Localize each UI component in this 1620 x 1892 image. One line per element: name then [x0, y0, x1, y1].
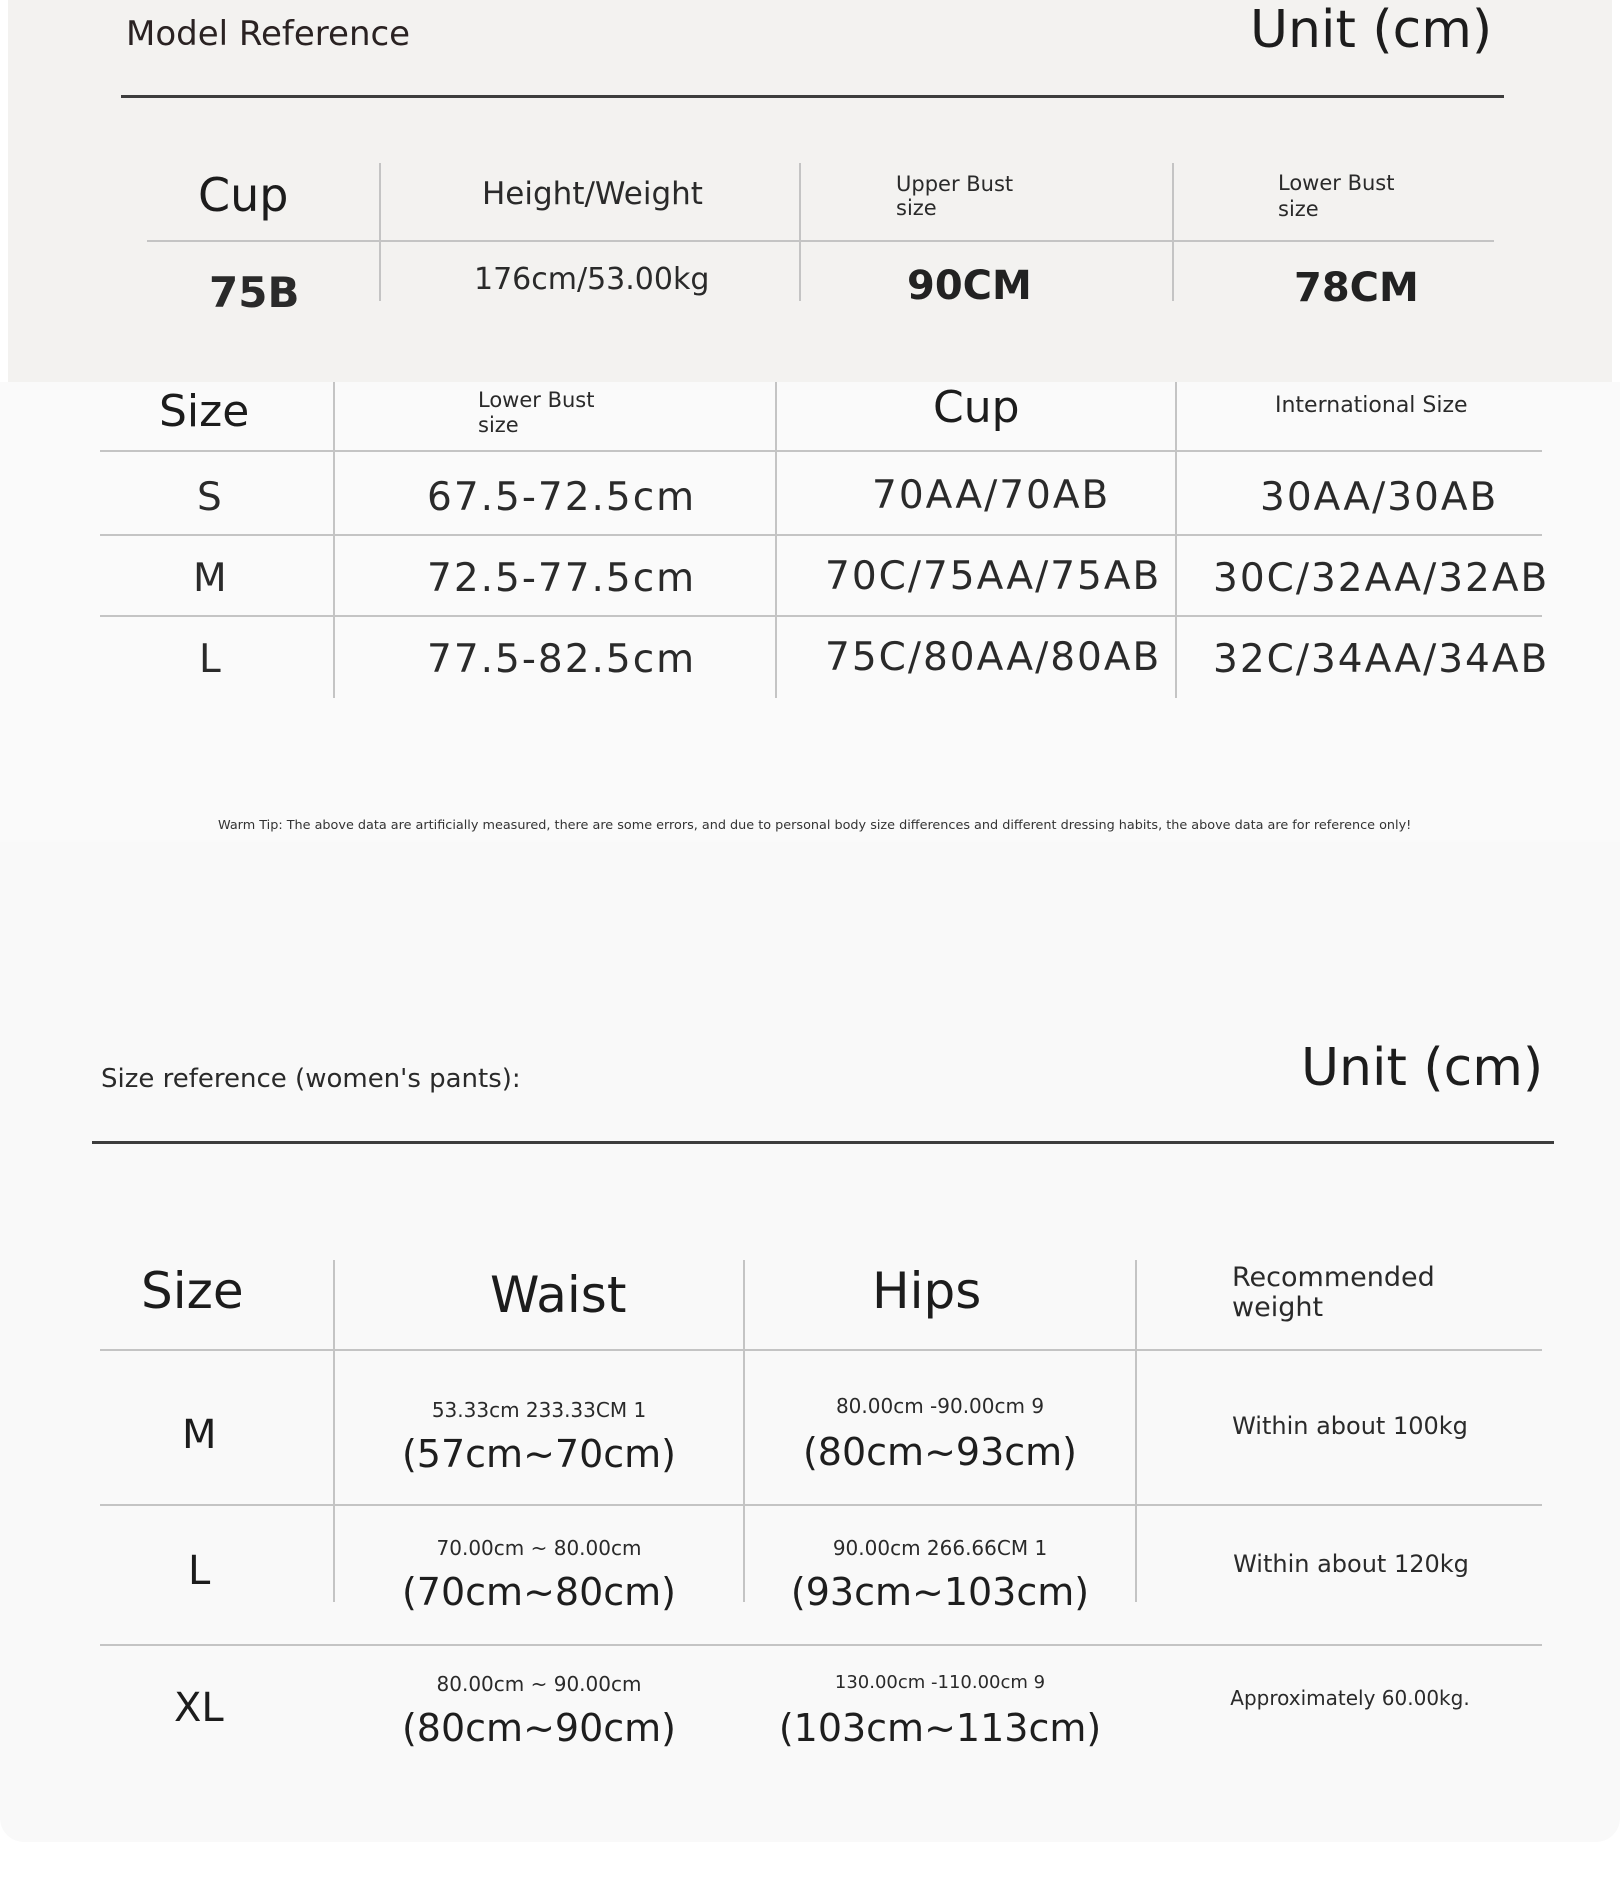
- model-reference-title: Model Reference: [126, 14, 411, 54]
- column-divider: [1172, 163, 1174, 301]
- header-cup: Cup: [933, 382, 1020, 433]
- column-divider: [775, 382, 777, 698]
- pants-row-waist-range: (80cm~90cm): [401, 1706, 676, 1750]
- header-hips: Hips: [872, 1262, 982, 1320]
- model-reference-panel: [8, 0, 1612, 382]
- bra-row-cup: 75C/80AA/80AB: [825, 635, 1162, 680]
- header-upper-bust: Upper Bust: [896, 172, 1014, 196]
- pants-row-hips-detail: 80.00cm -90.00cm 9: [835, 1394, 1045, 1418]
- pants-row-size: XL: [174, 1685, 224, 1731]
- bra-row-lower-bust: 67.5-72.5cm: [427, 475, 697, 520]
- header-cup: Cup: [198, 168, 289, 222]
- column-divider: [333, 382, 335, 698]
- bra-row-international: 30C/32AA/32AB: [1213, 556, 1550, 601]
- header-lower-bust: Lower Bust: [1278, 171, 1395, 195]
- bra-row-size: S: [197, 475, 224, 520]
- pants-row-waist-range: (70cm~80cm): [401, 1570, 676, 1614]
- bra-row-lower-bust: 72.5-77.5cm: [427, 556, 697, 601]
- row-divider: [100, 450, 1542, 452]
- row-divider: [100, 1504, 1542, 1506]
- bra-row-lower-bust: 77.5-82.5cm: [427, 637, 697, 682]
- bra-row-cup: 70AA/70AB: [872, 473, 1111, 518]
- header-size: Size: [159, 386, 250, 437]
- pants-unit: Unit (cm): [1301, 1038, 1544, 1098]
- header-height-weight: Height/Weight: [482, 176, 703, 212]
- row-divider: [100, 615, 1542, 617]
- header-size: Size: [141, 1262, 244, 1320]
- row-divider: [100, 534, 1542, 536]
- pants-row-weight: Within about 120kg: [1233, 1550, 1469, 1578]
- pants-row-weight: Approximately 60.00kg.: [1230, 1686, 1470, 1710]
- pants-row-waist-detail: 53.33cm 233.33CM 1: [431, 1398, 647, 1422]
- pants-title: Size reference (women's pants):: [101, 1064, 521, 1094]
- bra-row-size: M: [193, 556, 229, 601]
- pants-row-hips-range: (93cm~103cm): [790, 1570, 1090, 1614]
- model-upper-bust-value: 90CM: [907, 263, 1032, 309]
- pants-row-hips-range: (80cm~93cm): [802, 1430, 1077, 1474]
- pants-row-size: M: [182, 1412, 217, 1458]
- model-lower-bust-value: 78CM: [1294, 265, 1419, 311]
- header-upper-bust-size: size: [896, 196, 937, 220]
- bra-row-international: 30AA/30AB: [1260, 475, 1499, 520]
- header-international-size: International Size: [1275, 393, 1468, 418]
- row-divider: [100, 1644, 1542, 1646]
- pants-row-hips-detail: 130.00cm -110.00cm 9: [834, 1672, 1046, 1693]
- pants-row-hips-detail: 90.00cm 266.66CM 1: [832, 1536, 1048, 1560]
- bra-row-cup: 70C/75AA/75AB: [825, 554, 1162, 599]
- pants-row-waist-detail: 80.00cm ~ 90.00cm: [436, 1672, 642, 1696]
- pants-row-size: L: [188, 1548, 211, 1594]
- header-recommended: Recommended: [1232, 1262, 1435, 1293]
- bra-size-table: [0, 382, 1620, 842]
- title-divider: [92, 1141, 1554, 1144]
- pants-row-waist-detail: 70.00cm ~ 80.00cm: [436, 1536, 642, 1560]
- header-lower-bust-size: size: [478, 413, 519, 437]
- bra-row-size: L: [199, 637, 223, 682]
- warm-tip: Warm Tip: The above data are artificially measured, there are some errors, and due to personal body size differences and different dressing habits, the above data are for reference only!: [218, 818, 1412, 833]
- header-divider: [147, 240, 1494, 242]
- column-divider: [799, 163, 801, 301]
- pants-row-weight: Within about 100kg: [1232, 1412, 1468, 1440]
- header-lower-bust-size: size: [1278, 197, 1319, 221]
- header-weight: weight: [1232, 1292, 1324, 1323]
- model-reference-unit: Unit (cm): [1250, 0, 1493, 60]
- column-divider: [379, 163, 381, 301]
- column-divider: [1175, 382, 1177, 698]
- pants-row-waist-range: (57cm~70cm): [401, 1432, 676, 1476]
- header-waist: Waist: [490, 1266, 627, 1324]
- row-divider: [100, 1349, 1542, 1351]
- pants-row-hips-range: (103cm~113cm): [778, 1706, 1102, 1750]
- pants-size-table: [0, 842, 1620, 1842]
- header-lower-bust: Lower Bust: [478, 388, 595, 412]
- model-height-weight-value: 176cm/53.00kg: [474, 262, 710, 297]
- title-divider: [121, 95, 1504, 98]
- bra-row-international: 32C/34AA/34AB: [1213, 637, 1550, 682]
- model-cup-value: 75B: [209, 268, 300, 317]
